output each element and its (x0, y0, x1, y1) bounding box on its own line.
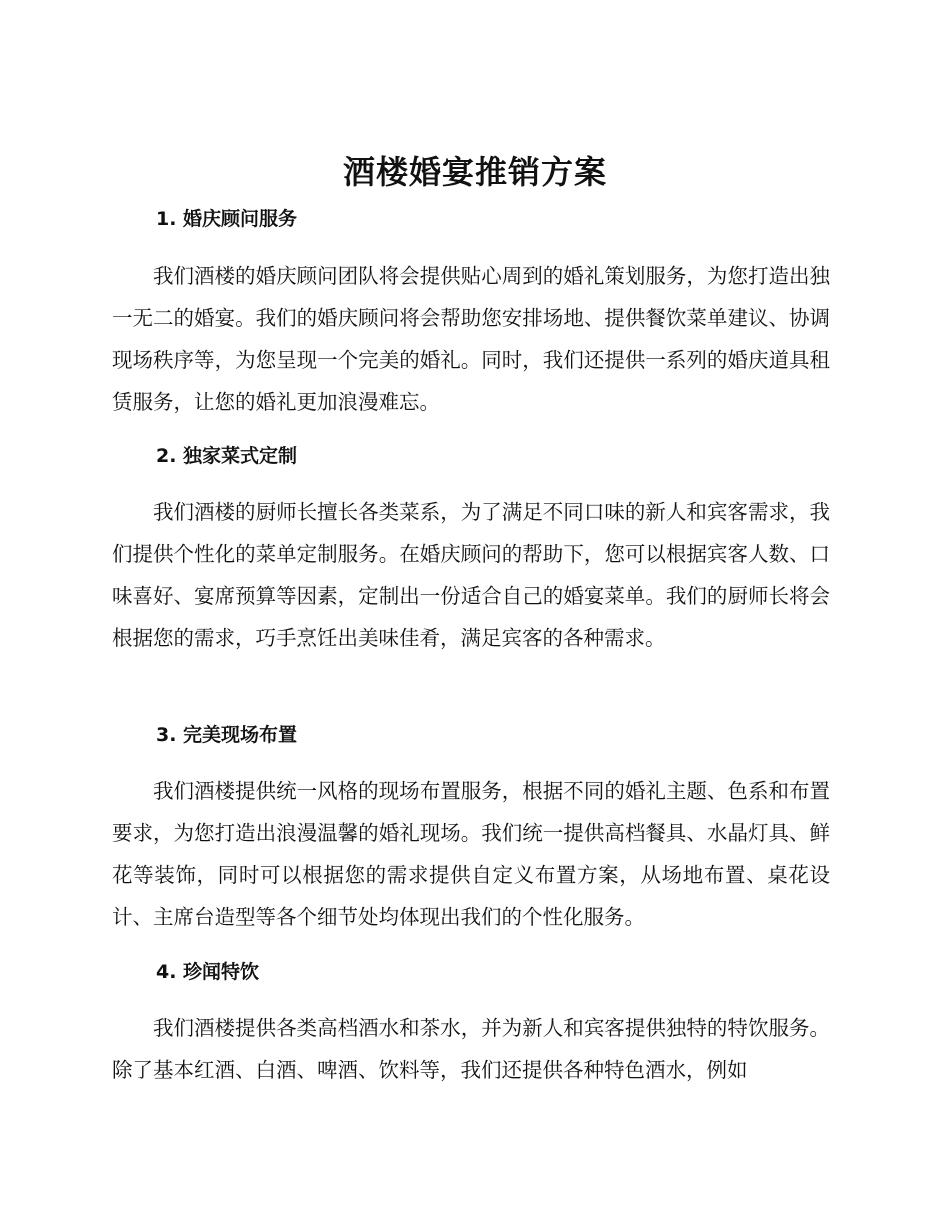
document-title: 酒楼婚宴推销方案 (342, 153, 607, 191)
section-body-venue-decoration: 我们酒楼提供统一风格的现场布置服务，根据不同的婚礼主题、色系和布置要求，为您打造出浪漫温馨的婚礼现场。我们统一提供高档餐具、水晶灯具、鲜花等装饰，同时可以根据您的需求提供自定义布置方案，从场地布置、桌花设计、主席台造型等各个细节处均体现出我们的个性化服务。 (112, 779, 830, 929)
section-body-custom-menu: 我们酒楼的厨师长擅长各类菜系，为了满足不同口味的新人和宾客需求，我们提供个性化的菜单定制服务。在婚庆顾问的帮助下，您可以根据宾客人数、口味喜好、宴席预算等因素，定制出一份适合自己的婚宴菜单。我们的厨师长将会根据您的需求，巧手烹饪出美味佳肴，满足宾客的各种需求。 (112, 500, 830, 650)
section-heading-venue-decoration: 3. 完美现场布置 (156, 724, 298, 746)
section-heading-custom-menu: 2. 独家菜式定制 (156, 445, 298, 467)
section-heading-special-drinks: 4. 珍闻特饮 (156, 961, 260, 983)
section-body-special-drinks: 我们酒楼提供各类高档酒水和茶水，并为新人和宾客提供独特的特饮服务。除了基本红酒、白酒、啤酒、饮料等，我们还提供各种特色酒水，例如 (112, 1016, 830, 1082)
section-body-consultant: 我们酒楼的婚庆顾问团队将会提供贴心周到的婚礼策划服务，为您打造出独一无二的婚宴。我们的婚庆顾问将会帮助您安排场地、提供餐饮菜单建议、协调现场秩序等，为您呈现一个完美的婚礼。同时，我们还提供一系列的婚庆道具租赁服务，让您的婚礼更加浪漫难忘。 (112, 264, 830, 414)
section-heading-consultant: 1. 婚庆顾问服务 (156, 208, 298, 230)
